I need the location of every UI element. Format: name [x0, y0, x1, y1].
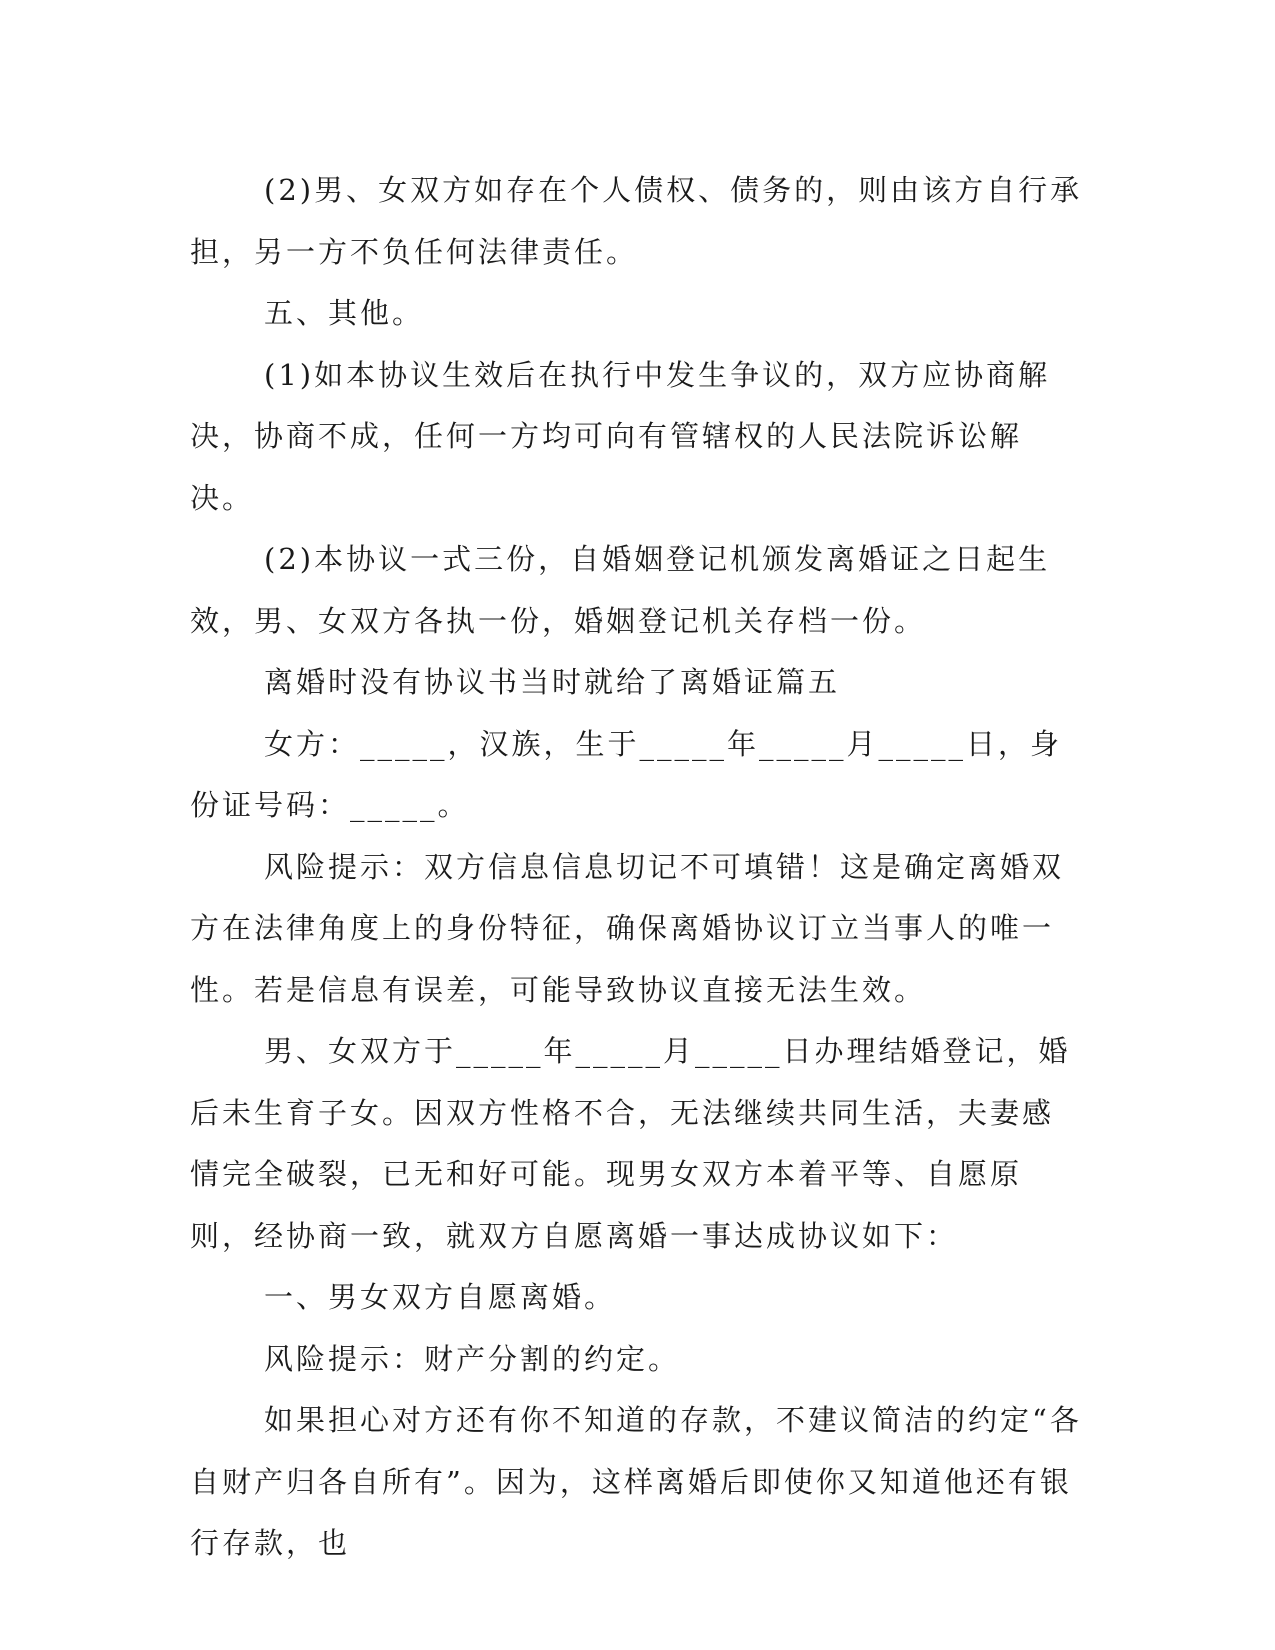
risk-note-identity: 风险提示：双方信息信息切记不可填错！这是确定离婚双方在法律角度上的身份特征，确保离婚协议订立当事人的唯一性。若是信息有误差，可能导致协议直接无法生效。 — [190, 849, 1065, 1007]
property-advice: 如果担心对方还有你不知道的存款，不建议简洁的约定“各自财产归各自所有”。因为，这样离婚后即使你又知道他还有银行存款，也 — [190, 1403, 1082, 1560]
section-heading-other: 五、其他。 — [264, 296, 425, 330]
marriage-background: 男、女双方于_____年_____月_____日办理结婚登记，婚后未生育子女。因双方性格不合，无法继续共同生活，夫妻感情完全破裂，已无和好可能。现男女双方本着平等、自愿原则，经协商一致，就双方自愿离婚一事达成协议如下： — [190, 1034, 1071, 1253]
risk-note-property: 风险提示：财产分割的约定。 — [264, 1341, 681, 1376]
clause-voluntary-divorce: 一、男女双方自愿离婚。 — [264, 1280, 617, 1314]
section-title-part-five: 离婚时没有协议书当时就给了离婚证篇五 — [264, 665, 841, 699]
clause-dispute-resolution: (1)如本协议生效后在执行中发生争议的，双方应协商解决，协商不成，任何一方均可向有管辖权的人民法院诉讼解决。 — [190, 357, 1051, 515]
clause-debts: (2)男、女双方如存在个人债权、债务的，则由该方自行承担，另一方不负任何法律责任。 — [190, 173, 1083, 269]
clause-copies-effective: (2)本协议一式三份，自婚姻登记机颁发离婚证之日起生效，男、女双方各执一份，婚姻登记机关存档一份。 — [190, 542, 1051, 638]
document-body — [190, 160, 1085, 1575]
party-female-info: 女方：_____，汉族，生于_____年_____月_____日，身份证号码：_____。 — [190, 726, 1063, 822]
